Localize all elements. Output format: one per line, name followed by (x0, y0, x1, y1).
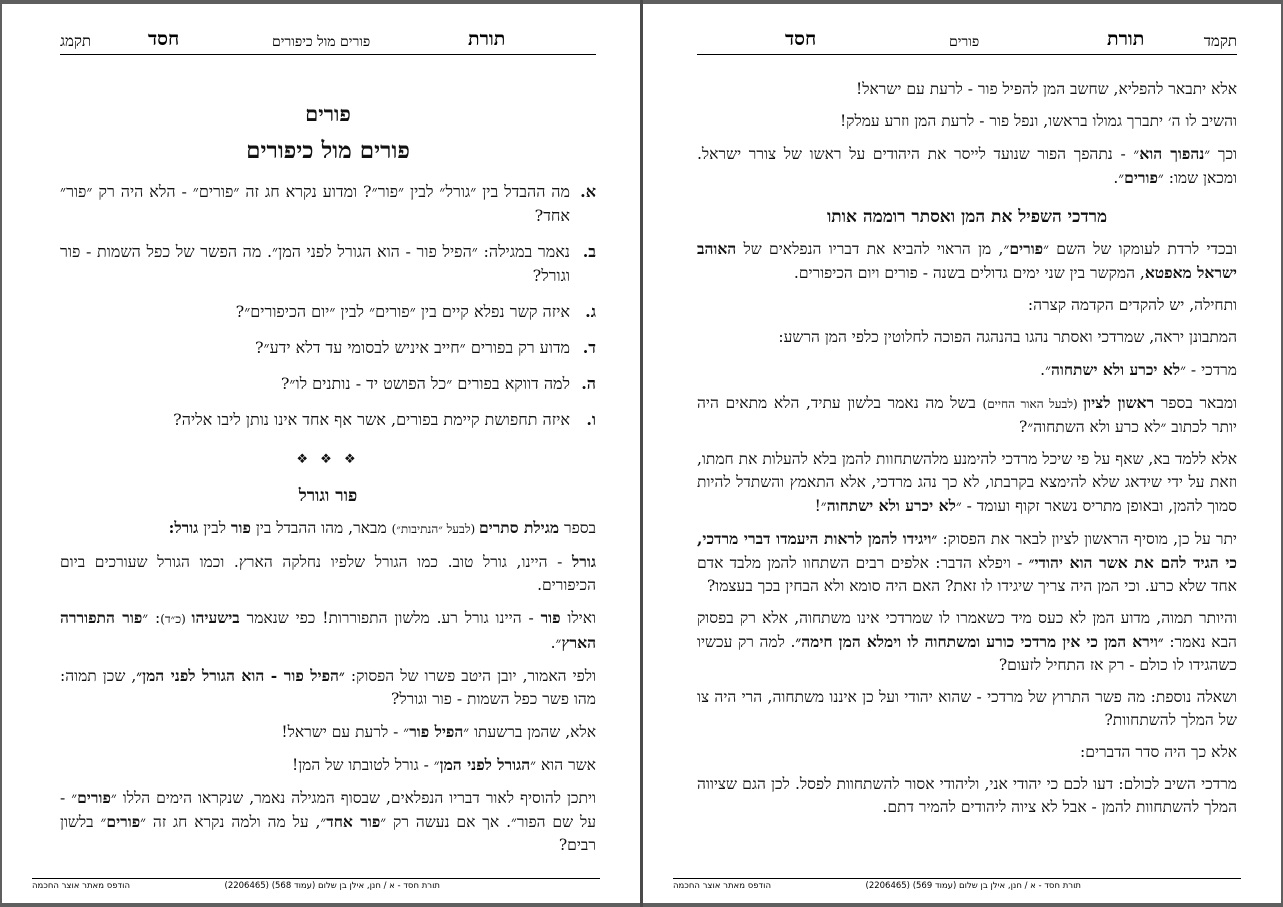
text-run: - ויפלא הדבר: אלפים רבים השתחוו להמן מלבד אדם אחד שלא כרע. וכי המן היה צריך שיגידו לו זאת? האם היה סומא ולא הבחין בכך בעצמו? (697, 554, 1237, 595)
text-bold: פורים (77, 788, 111, 807)
paragraph: המתבונן יראה, שמרדכי ואסתר נהגו בהנהגה הפוכה לחלוטין כלפי המן הרשע: (778, 328, 1237, 346)
paragraph (60, 786, 596, 857)
text-note: (לבעל האור החיים) (982, 397, 1084, 411)
question-number: א. (580, 182, 596, 201)
paragraph: ותחילה, יש להקדים הקדמה קצרה: (1027, 296, 1237, 314)
text-bold: פורים (1009, 239, 1044, 258)
question-item (60, 180, 596, 228)
text-run: , שכן תמוה: מהו פשר כפל השמות - פור וגורל? (60, 667, 596, 708)
text-run: - היינו, גורל טוב. כמו הגורל שלפיו נחלקה הארץ. וכמו הגורל שעורכים ביום הכיפורים. (60, 553, 596, 594)
footer-source: הודפס מאתר אוצר החכמה (673, 881, 772, 891)
paragraph: מרדכי השיב לכולם: דעו לכם כי יהודי אני, וליהודי אסור להשתחוות לפסל. לכן הגם שציווה המלך להשתחוות להמן - אבל לא ציוה ליהודים להמיר דתם. (697, 775, 1237, 816)
right-page-header (697, 30, 1237, 55)
footer-source: הודפס מאתר אוצר החכמה (32, 881, 131, 891)
text-run: ״, מן הראוי להביא את דבריו הנפלאים של (736, 240, 1010, 258)
text-run: ״ - גורל לטובתו של המן! (291, 756, 440, 774)
text-bold: גורל: (168, 518, 199, 537)
left-page-header (60, 30, 596, 55)
question-item (60, 336, 596, 360)
question-number: ו. (586, 410, 596, 429)
section-separator: ❖ ❖ ❖ (296, 452, 360, 467)
question-item (60, 408, 596, 432)
question-text: נאמר במגילה: ״הפיל פור - הוא הגורל לפני המן״. מה הפשר של כפל השמות - פור וגורל? (60, 242, 570, 285)
text-run: ולפי האמור, יובן היטב פשרו של הפסוק: (344, 667, 596, 685)
text-bold: פורים (106, 812, 141, 831)
text-bold: ״ויגידו להמן לראות היעמדו דברי מרדכי, כי הגיד להם את אשר הוא יהודי״ (697, 529, 1238, 572)
text-run: אשר הוא ״ (530, 756, 596, 774)
text-bold: פור (230, 518, 251, 537)
paragraph (697, 448, 1237, 518)
text-bold: נהפוך הוא (1139, 144, 1205, 163)
paragraph: ושאלה נוספת: מה פשר התרוץ של מרדכי - שהוא יהודי ועל כן איננו משתחוה, הרי היה צו של המלך להשתחוות? (697, 688, 1237, 729)
right-page-footer (673, 878, 1241, 893)
text-run: ואילו (560, 609, 596, 627)
text-run: אלא ללמד בא, שאף על פי שיכל מרדכי להימנע מלהשתחוות להמן בלא להעלות את חמתו, וזאת על ידי שידאג שלא להימצא בקרבתו, לא כך נהג מרדכי, אלא התאמץ והשתדל להיות סמוך להמן, ובאופן מתריס נשאר זקוף ועומד - ״ (697, 450, 1237, 515)
text-run: ויתכן להוסיף לאור דבריו הנפלאים, שבסוף המגילה נאמר, שנקראו הימים הללו ״ (110, 789, 596, 807)
text-run: ומבאר בספר (1154, 394, 1237, 412)
text-bold: פור אחד (326, 812, 381, 831)
question-number: ג. (585, 302, 596, 321)
book-title: תורת (1107, 28, 1145, 50)
book-name: חסד (148, 28, 180, 50)
paragraph (697, 142, 1237, 190)
text-run: יתר על כן, מוסיף הראשון לציון לבאר את הפסוק: (937, 530, 1237, 548)
paragraph (697, 237, 1237, 285)
text-run: ובכדי לרדת לעומקו של השם ״ (1043, 240, 1237, 258)
left-page (2, 4, 640, 903)
chapter-title: פורים מול כיפורים (246, 137, 410, 164)
text-note: (כ״ד) (160, 612, 192, 626)
right-page-body (697, 64, 1237, 863)
left-page-body (60, 64, 596, 863)
chapter-subtitle: פורים (949, 34, 980, 50)
paragraph (60, 516, 596, 541)
text-run: : ״ (142, 609, 161, 627)
paragraph: והשיב לו ה׳ יתברך גמולו בראשו, ונפל פור - לרעת המן וזרע עמלק! (839, 112, 1237, 130)
text-run: בשל מה נאמר בלשון עתיד, הלא מתאים היה יותר לכתוב ״לא כרע ולא השתחוה״? (697, 394, 1237, 436)
text-note: (לבעל ״הנתיבות״) (391, 522, 479, 536)
text-run: ״. (550, 634, 562, 652)
book-name: חסד (785, 28, 817, 50)
text-run: ״ - נתהפך הפור שנועד לייסר את היהודים על ראשו של צורר ישראל. ומכאן שמו: ״ (697, 145, 1237, 187)
text-bold: פורים (1124, 168, 1158, 187)
text-run: ״! (814, 497, 827, 515)
text-bold: פור (540, 608, 561, 627)
paragraph (60, 753, 596, 777)
right-page (643, 4, 1281, 903)
paragraph (60, 550, 596, 597)
text-run: ״ - לרעת עם ישראל! (281, 723, 410, 741)
section-title: מרדכי השפיל את המן ואסתר רוממה אותו (826, 207, 1108, 227)
paragraph (697, 527, 1237, 598)
text-bold: גורל (572, 552, 596, 571)
paragraph (60, 664, 596, 711)
text-run: ״. (1040, 361, 1051, 379)
text-run: בספר (559, 519, 596, 537)
page-number-label: תקמד (1203, 32, 1237, 50)
paragraph (60, 606, 596, 655)
question-number: ב. (582, 242, 596, 261)
text-run: אלא, שהמן ברשעתו ״ (463, 723, 596, 741)
chapter-subtitle: פורים מול כיפורים (272, 34, 371, 50)
text-run: . למה רק עכשיו כשהגידו לו כולם - רק אז התחיל לזעום? (697, 633, 1237, 674)
text-bold: ״הפיל פור - הוא הגורל לפני המן״ (136, 666, 345, 685)
question-text: איזה תחפושת קיימת בפורים, אשר אף אחד אינו נותן ליבו אליה? (173, 410, 570, 429)
text-bold: ראשון לציון (1083, 393, 1155, 412)
question-text: איזה קשר נפלא קיים בין ״פורים״ לבין ״יום הכיפורים״? (235, 302, 570, 321)
question-number: ד. (582, 338, 596, 357)
question-text: מה ההבדל בין ״גורל״ לבין ״פור״? ומדוע נקרא חג זה ״פורים״ - הלא היה רק ״פור״ אחד? (60, 182, 570, 225)
text-bold: פור התפוררה הארץ (60, 608, 596, 652)
text-run: ״ בלשון רבים? (60, 813, 596, 854)
paragraph (697, 607, 1237, 677)
paragraph (60, 720, 596, 744)
text-bold: הגורל לפני המן (439, 755, 531, 774)
question-item (60, 372, 596, 396)
question-item (60, 300, 596, 324)
text-run: - היינו גורל רע. מלשון התפוררות! כפי שנאמר (239, 609, 541, 627)
text-run: והיותר תמוה, מדוע המן לא כעס מיד כשאמרו לו שמרדכי אינו משתחוה, אלא רק בפסוק הבא נאמר: (697, 609, 1237, 651)
paragraph (697, 358, 1237, 382)
question-text: מדוע רק בפורים ״חייב איניש לבסומי עד דלא ידע״? (254, 338, 570, 357)
text-bold: בישעיהו (191, 608, 240, 627)
footer-citation: תורת חסד - א / חנן, אילן בן שלום (עמוד 568) (2206465) (224, 881, 440, 891)
text-bold: הפיל פור (409, 722, 464, 741)
text-run: ״. (1113, 169, 1125, 187)
paragraph (697, 391, 1237, 439)
question-number: ה. (581, 374, 596, 393)
book-title: תורת (468, 28, 506, 50)
text-run: לבין (198, 519, 231, 537)
paragraph: אלא כך היה סדר הדברים: (1080, 743, 1237, 761)
text-bold: לא יכרע ולא ישתחוה (826, 496, 956, 515)
text-run: מבאר, מהו ההבדל בין (250, 519, 392, 537)
page-number-label: תקמג (60, 32, 92, 50)
chapter-heading: פורים (305, 101, 351, 126)
text-bold: ״וירא המן כי אין מרדכי כורע ומשתחוה לו וימלא המן חימה״ (795, 632, 1164, 651)
text-run: ״, על מה ולמה נקרא חג זה ״ (140, 813, 327, 831)
text-bold: האוהב ישראל מאפטא (697, 239, 1237, 282)
paragraph: אלא יתבאר להפליא, שחשב המן להפיל פור - לרעת עם ישראל! (855, 80, 1237, 98)
footer-citation: תורת חסד - א / חנן, אילן בן שלום (עמוד 569) (2206465) (865, 881, 1081, 891)
text-run: מרדכי - ״ (1180, 361, 1237, 379)
question-text: למה דווקא בפורים ״כל הפושט יד - נותנים לו״? (280, 374, 570, 393)
text-run: וכך ״ (1204, 145, 1237, 163)
question-item (60, 240, 596, 288)
left-page-footer (32, 878, 600, 893)
questions-list (60, 180, 596, 432)
text-bold: מגילת סתרים (478, 518, 560, 537)
text-run: ״ - על שם הפור״. אך אם נעשה רק ״ (60, 789, 596, 831)
section-title: פור וגורל (298, 486, 358, 506)
text-run: , המקשר בין שני ימים גדולים בשנה - פורים ויום הכיפורים. (793, 264, 1145, 282)
text-bold: לא יכרע ולא ישתחוה (1050, 360, 1181, 379)
